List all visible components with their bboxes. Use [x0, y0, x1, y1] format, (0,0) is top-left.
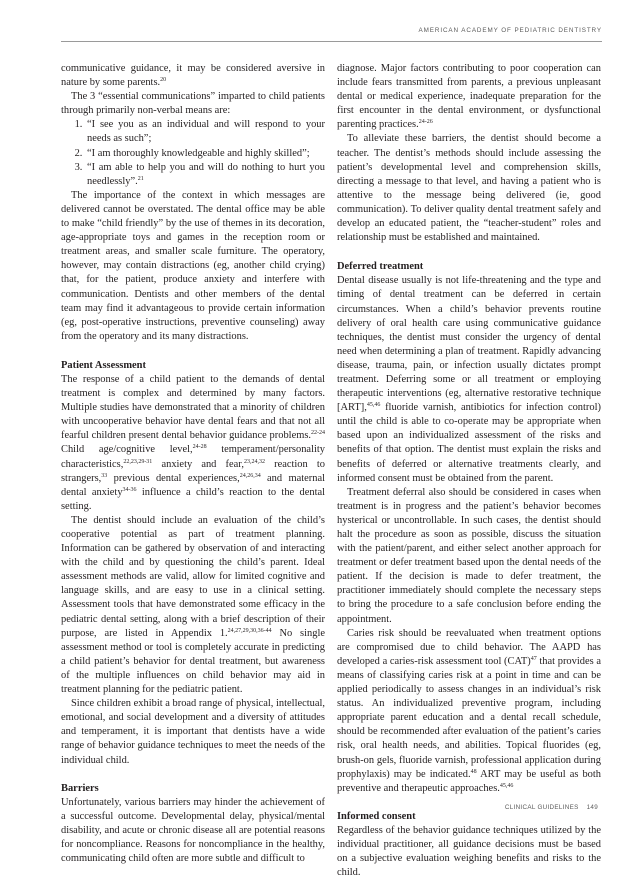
section-heading: Deferred treatment	[337, 261, 424, 273]
running-head: AMERICAN ACADEMY OF PEDIATRIC DENTISTRY	[418, 27, 602, 34]
paragraph	[61, 796, 325, 866]
text-run: The response of a child patient to the demands of dental treatment is complex and determined by many factors. Multiple studies have demonstrated that a minority of children with uncooperative behavior have dental fears and that not all fearful children present dental behavior guidance problems.	[61, 373, 325, 442]
citation: 47	[530, 655, 537, 662]
footer-label: CLINICAL GUIDELINES	[504, 804, 579, 811]
text-run: Regardless of the behavior guidance techniques utilized by the individual practitioner, all guidance decisions must be based on a subjective evaluation weighing benefits and risks to the child.	[337, 824, 601, 879]
text-run: that provides a means of classifying caries risk at a point in time and can be applied periodically to assess changes in an individual’s risk status. An individualized preventive program, including appropriate parent education and a dental recall schedule, should be recommended after evaluation of the patient’s caries risk, oral health needs, and abilities. Topical fluorides (eg, brush-on gels, fluoride varnish, professional application during prophylaxis) may be indicated.	[337, 655, 602, 780]
citation: 45,46	[499, 782, 514, 789]
text-run: The 3 “essential communications” imparted to child patients through primarily non-verbal means are:	[61, 91, 325, 117]
text-run: anxiety and fear,	[152, 458, 244, 470]
text-run: Treatment deferral also should be considered in cases when treatment is in progress and the patient’s behavior becomes hysterical or uncontrollable. In such cases, the dentist should halt the procedure as soon as possible, discuss the situation with the patient/parent, and either select another approach for treatment or defer treatment based upon the dental needs of the patient. If the decision is made to defer treatment, the practitioner immediately should complete the necessary steps to bring the procedure to a safe conclusion before ending the appointment.	[337, 486, 601, 625]
text-run: The dentist should include an evaluation of the child’s cooperative potential as part of treatment planning. Information can be gathered by observation of and interacting with the child and by questioning the child’s parent. Ideal assessment methods are valid, allow for limited cognitive and language skills, and are easy to use in a clinical setting. Assessment tools that have demonstrated some efficacy in the pediatric dental setting, along with a brief description of their purpose, are listed in Appendix 1.	[61, 514, 325, 639]
section-heading: Informed consent	[337, 810, 416, 822]
paragraph	[337, 274, 601, 485]
paragraph	[61, 697, 325, 767]
citation: 34-36	[122, 486, 137, 493]
essential-communications-list	[61, 118, 325, 188]
paragraph	[61, 189, 325, 344]
text-run: communicative guidance, it may be considered aversive in nature by some parents.	[61, 63, 325, 89]
text-run: previous dental experiences,	[107, 472, 240, 484]
text-run: fluoride varnish, antibiotics for infection control) until the child is able to co-operate may be appropriate when based upon an individualized assessment of the risks and benefits of that option. The dentist must explain the risks and benefits of deferred or alternative treatments clearly, and informed consent must be obtained from the parent.	[337, 402, 601, 484]
text-run: influence a child’s reaction to the dental setting.	[61, 486, 325, 512]
paragraph	[337, 824, 601, 880]
citation: 24-28	[192, 444, 207, 451]
citation: 33	[101, 472, 108, 479]
list-item-text: “I am able to help you and will do nothing to hurt you needlessly”.	[87, 161, 325, 187]
paragraph	[61, 62, 325, 90]
section-heading: Barriers	[61, 782, 99, 794]
section-heading: Patient Assessment	[61, 359, 146, 371]
citation: 45,46	[366, 402, 381, 409]
page-footer	[505, 804, 598, 811]
text-run: ART may be useful as both preventive and therapeutic approaches.	[337, 768, 601, 794]
citation: 23,24,32	[243, 458, 265, 465]
text-run: Caries risk should be reevaluated when treatment options are compromised due to child behavior. The AAPD has developed a caries-risk assessment tool (CAT)	[337, 627, 601, 667]
text-run: diagnose. Major factors contributing to poor cooperation can include fears transmitted from parents, a previous unpleasant dental or medical experience, inadequate preparation for the first encounter in the dental environment, or dysfunctional parenting practices.	[337, 63, 601, 131]
text-run: Unfortunately, various barriers may hinder the achievement of a successful outcome. Developmental delay, physical/mental disability, and acute or chronic disease all are potential reasons for noncompliance. Reasons for noncompliance in the healthy, communicating child often are more subtle and difficult to	[61, 796, 325, 865]
text-run: and maternal dental anxiety	[61, 472, 325, 498]
citation: 24,26,34	[239, 472, 261, 479]
text-run: The importance of the context in which messages are delivered cannot be overstated. The dental office may be able to make “child friendly” by the use of themes in its decoration, age-appropriate toys and games in the reception room or treatment areas, and smaller scale furniture. The operatory, however, may contain distractions (eg, another child crying) that, for the patient, produce anxiety and interfere with communication. Dentists and other members of the dental team may find it advantageous to provide certain information (eg, post-operative instructions, preventive counseling) away from the operatory and its many distractions.	[61, 189, 325, 342]
paragraph	[337, 627, 601, 796]
citation: 24,27,29,30,36-44	[227, 627, 272, 634]
text-run: reaction to strangers,	[61, 458, 325, 484]
citation: 20	[160, 77, 167, 84]
text-run: Dental disease usually is not life-threatening and the type and timing of dental treatment can be deferred in certain circumstances. When a child’s behavior prevents routine delivery of oral health care using communicative guidance techniques, the dentist must consider the urgency of dental need when determining a plan of treatment. Rapidly advancing disease, trauma, pain, or infection usually dictates prompt treatment. Deferring some or all treatment or employing therapeutic interventions (eg, alternative restorative technique [ART],	[337, 275, 601, 414]
paragraph	[337, 132, 601, 245]
paragraph	[61, 514, 325, 697]
text-run: Since children exhibit a broad range of physical, intellectual, emotional, and social development and a diversity of attitudes and temperament, it is important that dentists have a wide range of behavior guidance techniques to meet the needs of the individual child.	[61, 698, 325, 766]
citation: 21	[137, 175, 144, 182]
citation: 24-26	[418, 119, 433, 126]
paragraph	[61, 373, 325, 514]
paragraph	[337, 486, 601, 627]
list-item: 1. “I see you as an individual and will respond to your needs as such”;	[85, 118, 325, 146]
paragraph	[337, 62, 601, 132]
list-item	[85, 161, 325, 189]
text-run: To alleviate these barriers, the dentist should become a teacher. The dentist’s methods should include assessing the patient’s developmental level and comprehension skills, directing a message to that level, and having a patient who is attentive to the message being delivered (ie, good communication). To deliver quality dental treatment safely and develop an educated patient, the “teacher-student” roles and relationship must be established and maintained.	[337, 133, 601, 244]
citation: 48	[470, 768, 477, 775]
right-column	[337, 62, 601, 880]
citation: 22-24	[311, 430, 325, 437]
citation: 22,23,29-31	[123, 458, 153, 465]
header-rule	[61, 41, 602, 42]
list-item: 2. “I am thoroughly knowledgeable and highly skilled”;	[85, 147, 325, 161]
text-run: Child age/cognitive level,	[61, 444, 193, 456]
text-run: temperament/personality characteristics,	[61, 444, 325, 470]
left-column	[61, 62, 325, 866]
page-number: 149	[586, 804, 598, 811]
paragraph	[61, 90, 325, 118]
text-run: No single assessment method or tool is completely accurate in predicting a child patient’s behavior for dental treatment, but awareness of the multiple influences on child behavior may aid in treatment planning for the pediatric patient.	[61, 627, 325, 696]
